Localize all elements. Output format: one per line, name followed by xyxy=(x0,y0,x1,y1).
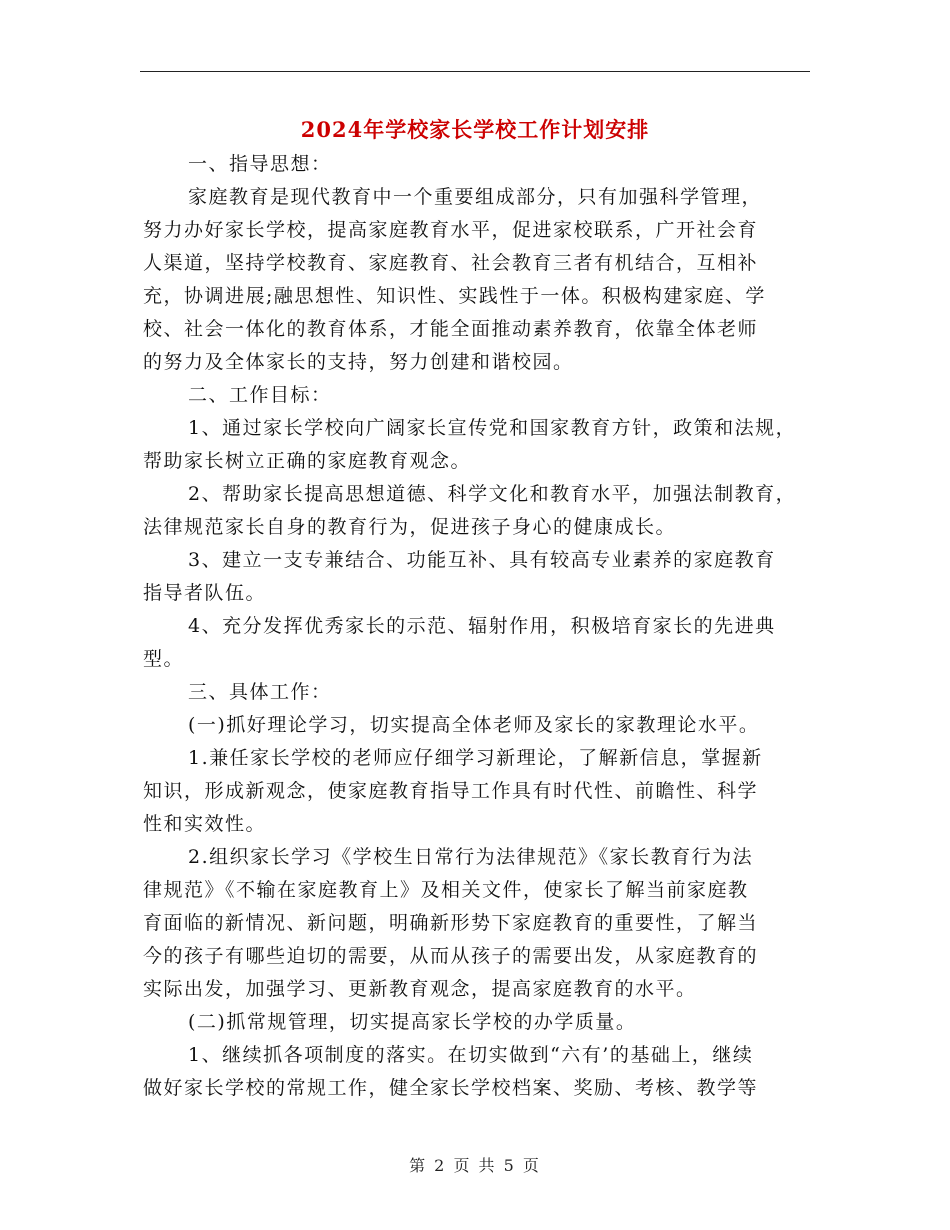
paragraph-line: 法律规范家长自身的教育行为，促进孩子身心的健康成长。 xyxy=(143,516,677,538)
paragraph-line: 充，协调进展;融思想性、知识性、实践性于一体。积极构建家庭、学 xyxy=(143,285,766,307)
paragraph-line: 1.兼任家长学校的老师应仔细学习新理论，了解新信息，掌握新 xyxy=(188,747,763,769)
paragraph-line: 1、通过家长学校向广阔家长宣传党和国家教育方针，政策和法规， xyxy=(188,417,797,439)
paragraph-line: 律规范》《不输在家庭教育上》及相关文件，使家长了解当前家庭教 xyxy=(143,879,749,901)
paragraph-line: (一)抓好理论学习，切实提高全体老师及家长的家教理论水平。 xyxy=(188,714,760,736)
paragraph-line: 做好家长学校的常规工作，健全家长学校档案、奖励、考核、教学等 xyxy=(143,1077,759,1099)
paragraph-line: 2、帮助家长提高思想道德、科学文化和教育水平，加强法制教育， xyxy=(188,483,797,505)
paragraph-line: 3、建立一支专兼结合、功能互补、具有较高专业素养的家庭教育 xyxy=(188,549,776,571)
paragraph-line: 性和实效性。 xyxy=(143,813,267,835)
paragraph-line: 2.组织家长学习《学校生日常行为法律规范》《家长教育行为法 xyxy=(188,846,754,868)
paragraph-line: 一、指导思想： xyxy=(188,153,332,175)
header-rule xyxy=(140,71,810,72)
document-title: 2024年学校家长学校工作计划安排 xyxy=(300,117,650,142)
paragraph-line: 实际出发，加强学习、更新教育观念，提高家庭教育的水平。 xyxy=(143,978,697,1000)
document-body xyxy=(143,148,815,1105)
paragraph-line: 校、社会一体化的教育体系，才能全面推动素养教育，依靠全体老师 xyxy=(143,318,759,340)
paragraph-line: 育面临的新情况、新问题，明确新形势下家庭教育的重要性，了解当 xyxy=(143,912,759,934)
paragraph-line: 型。 xyxy=(143,648,185,670)
paragraph-line: (二)抓常规管理，切实提高家长学校的办学质量。 xyxy=(188,1011,637,1033)
paragraph-line: 今的孩子有哪些迫切的需要，从而从孩子的需要出发，从家庭教育的 xyxy=(143,945,759,967)
paragraph-line: 帮助家长树立正确的家庭教育观念。 xyxy=(143,450,472,472)
paragraph-line: 二、工作目标： xyxy=(188,384,332,406)
page-footer: 第 2 页 共 5 页 xyxy=(409,1156,541,1175)
paragraph-line: 4、充分发挥优秀家长的示范、辐射作用，积极培育家长的先进典 xyxy=(188,615,776,637)
paragraph-line: 三、具体工作： xyxy=(188,681,332,703)
paragraph-line: 知识，形成新观念，使家庭教育指导工作具有时代性、前瞻性、科学 xyxy=(143,780,759,802)
paragraph-line: 的努力及全体家长的支持，努力创建和谐校园。 xyxy=(143,351,574,373)
paragraph-line: 家庭教育是现代教育中一个重要组成部分，只有加强科学管理， xyxy=(188,186,763,208)
paragraph-line: 努力办好家长学校，提高家庭教育水平，促进家校联系，广开社会育 xyxy=(143,219,759,241)
paragraph-line: 1、继续抓各项制度的落实。在切实做到“六有’的基础上，继续 xyxy=(188,1044,754,1066)
paragraph-line: 指导者队伍。 xyxy=(143,582,267,604)
paragraph-line: 人渠道，坚持学校教育、家庭教育、社会教育三者有机结合，互相补 xyxy=(143,252,759,274)
